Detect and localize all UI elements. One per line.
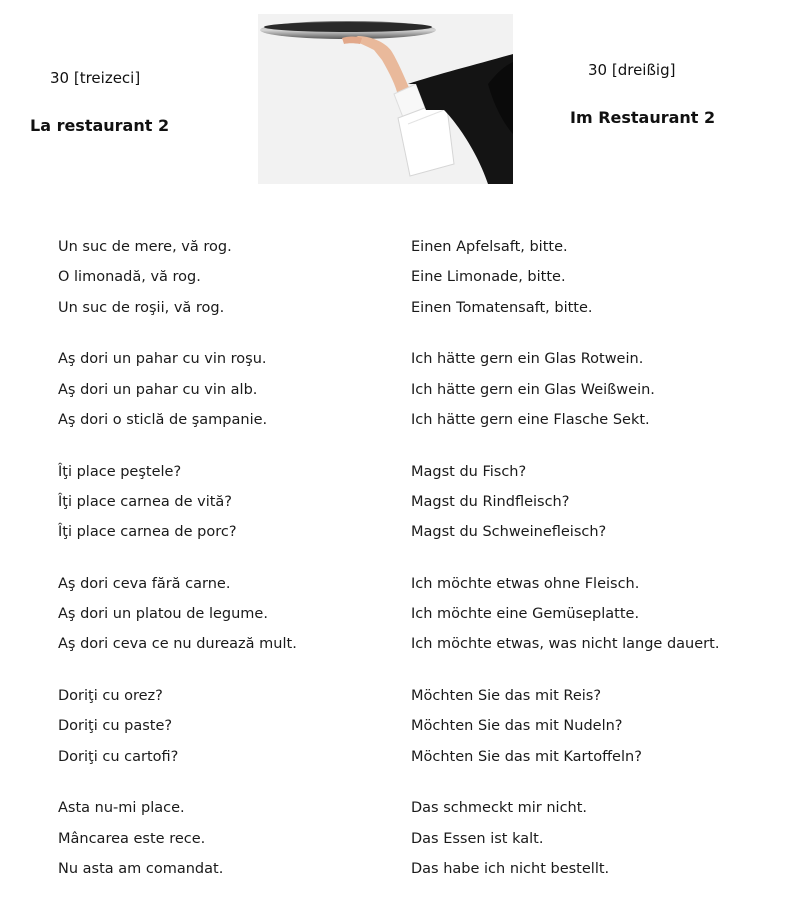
phrase-romanian: Aş dori ceva ce nu durează mult. (58, 636, 297, 653)
phrase-german: Eine Limonade, bitte. (411, 269, 566, 286)
phrase-german: Ich möchte etwas ohne Fleisch. (411, 575, 640, 592)
phrase-german: Ich hätte gern eine Flasche Sekt. (411, 411, 650, 428)
phrase-german: Magst du Rindfleisch? (411, 493, 570, 510)
phrase-romanian: Aş dori un platou de legume. (58, 606, 268, 623)
phrase-romanian: Aş dori ceva fără carne. (58, 575, 231, 592)
phrase-romanian: Doriţi cu cartofi? (58, 748, 179, 765)
phrase-romanian: O limonadă, vă rog. (58, 269, 201, 286)
phrase-group (58, 569, 297, 660)
lesson-number-romanian: 30 [treizeci] (50, 69, 141, 87)
lesson-title-german: Im Restaurant 2 (570, 108, 716, 127)
phrase-group (58, 457, 297, 548)
phrase-german: Möchten Sie das mit Kartoffeln? (411, 748, 642, 765)
phrase-german: Einen Apfelsaft, bitte. (411, 239, 568, 255)
phrase-german: Möchten Sie das mit Reis? (411, 688, 602, 705)
phrase-romanian: Îţi place carnea de vită? (58, 493, 232, 510)
phrase-romanian: Nu asta am comandat. (58, 861, 224, 877)
phrase-group (58, 681, 297, 772)
phrase-romanian: Îţi place peştele? (58, 463, 182, 480)
phrase-romanian: Aş dori un pahar cu vin roşu. (58, 351, 267, 368)
phrase-romanian: Îţi place carnea de porc? (58, 524, 237, 541)
phrase-group (58, 232, 297, 323)
phrase-german: Ich möchte eine Gemüseplatte. (411, 606, 640, 623)
phrase-group (411, 681, 719, 772)
phrase-group (58, 344, 297, 435)
phrase-group (411, 457, 719, 548)
waiter-holding-tray-icon (258, 14, 513, 184)
lesson-number-german: 30 [dreißig] (588, 61, 676, 79)
phrase-group (58, 793, 297, 884)
phrase-german: Das habe ich nicht bestellt. (411, 861, 610, 877)
phrase-group (411, 344, 719, 435)
phrase-romanian: Un suc de mere, vă rog. (58, 239, 232, 255)
phrase-romanian: Doriţi cu orez? (58, 688, 163, 705)
phrase-german: Magst du Schweinefleisch? (411, 524, 607, 541)
phrase-german: Magst du Fisch? (411, 463, 527, 480)
phrase-group (411, 569, 719, 660)
lesson-title-romanian: La restaurant 2 (30, 116, 170, 135)
phrase-romanian: Mâncarea este rece. (58, 830, 206, 847)
phrase-german: Ich möchte etwas, was nicht lange dauert. (411, 636, 720, 653)
phrase-romanian: Asta nu-mi place. (58, 800, 185, 817)
phrase-romanian: Aş dori un pahar cu vin alb. (58, 381, 258, 398)
phrase-group (411, 793, 719, 884)
phrase-german: Ich hätte gern ein Glas Weißwein. (411, 381, 655, 398)
phrase-romanian: Aş dori o sticlă de şampanie. (58, 411, 268, 428)
phrase-german: Möchten Sie das mit Nudeln? (411, 718, 623, 735)
german-phrases-column (411, 232, 719, 906)
phrase-group (411, 232, 719, 323)
phrase-romanian: Doriţi cu paste? (58, 718, 173, 735)
phrase-german: Einen Tomatensaft, bitte. (411, 299, 593, 316)
phrase-romanian: Un suc de roşii, vă rog. (58, 299, 225, 316)
phrase-german: Ich hätte gern ein Glas Rotwein. (411, 351, 644, 368)
phrase-german: Das Essen ist kalt. (411, 830, 544, 847)
romanian-phrases-column (58, 232, 297, 906)
phrase-german: Das schmeckt mir nicht. (411, 800, 588, 817)
